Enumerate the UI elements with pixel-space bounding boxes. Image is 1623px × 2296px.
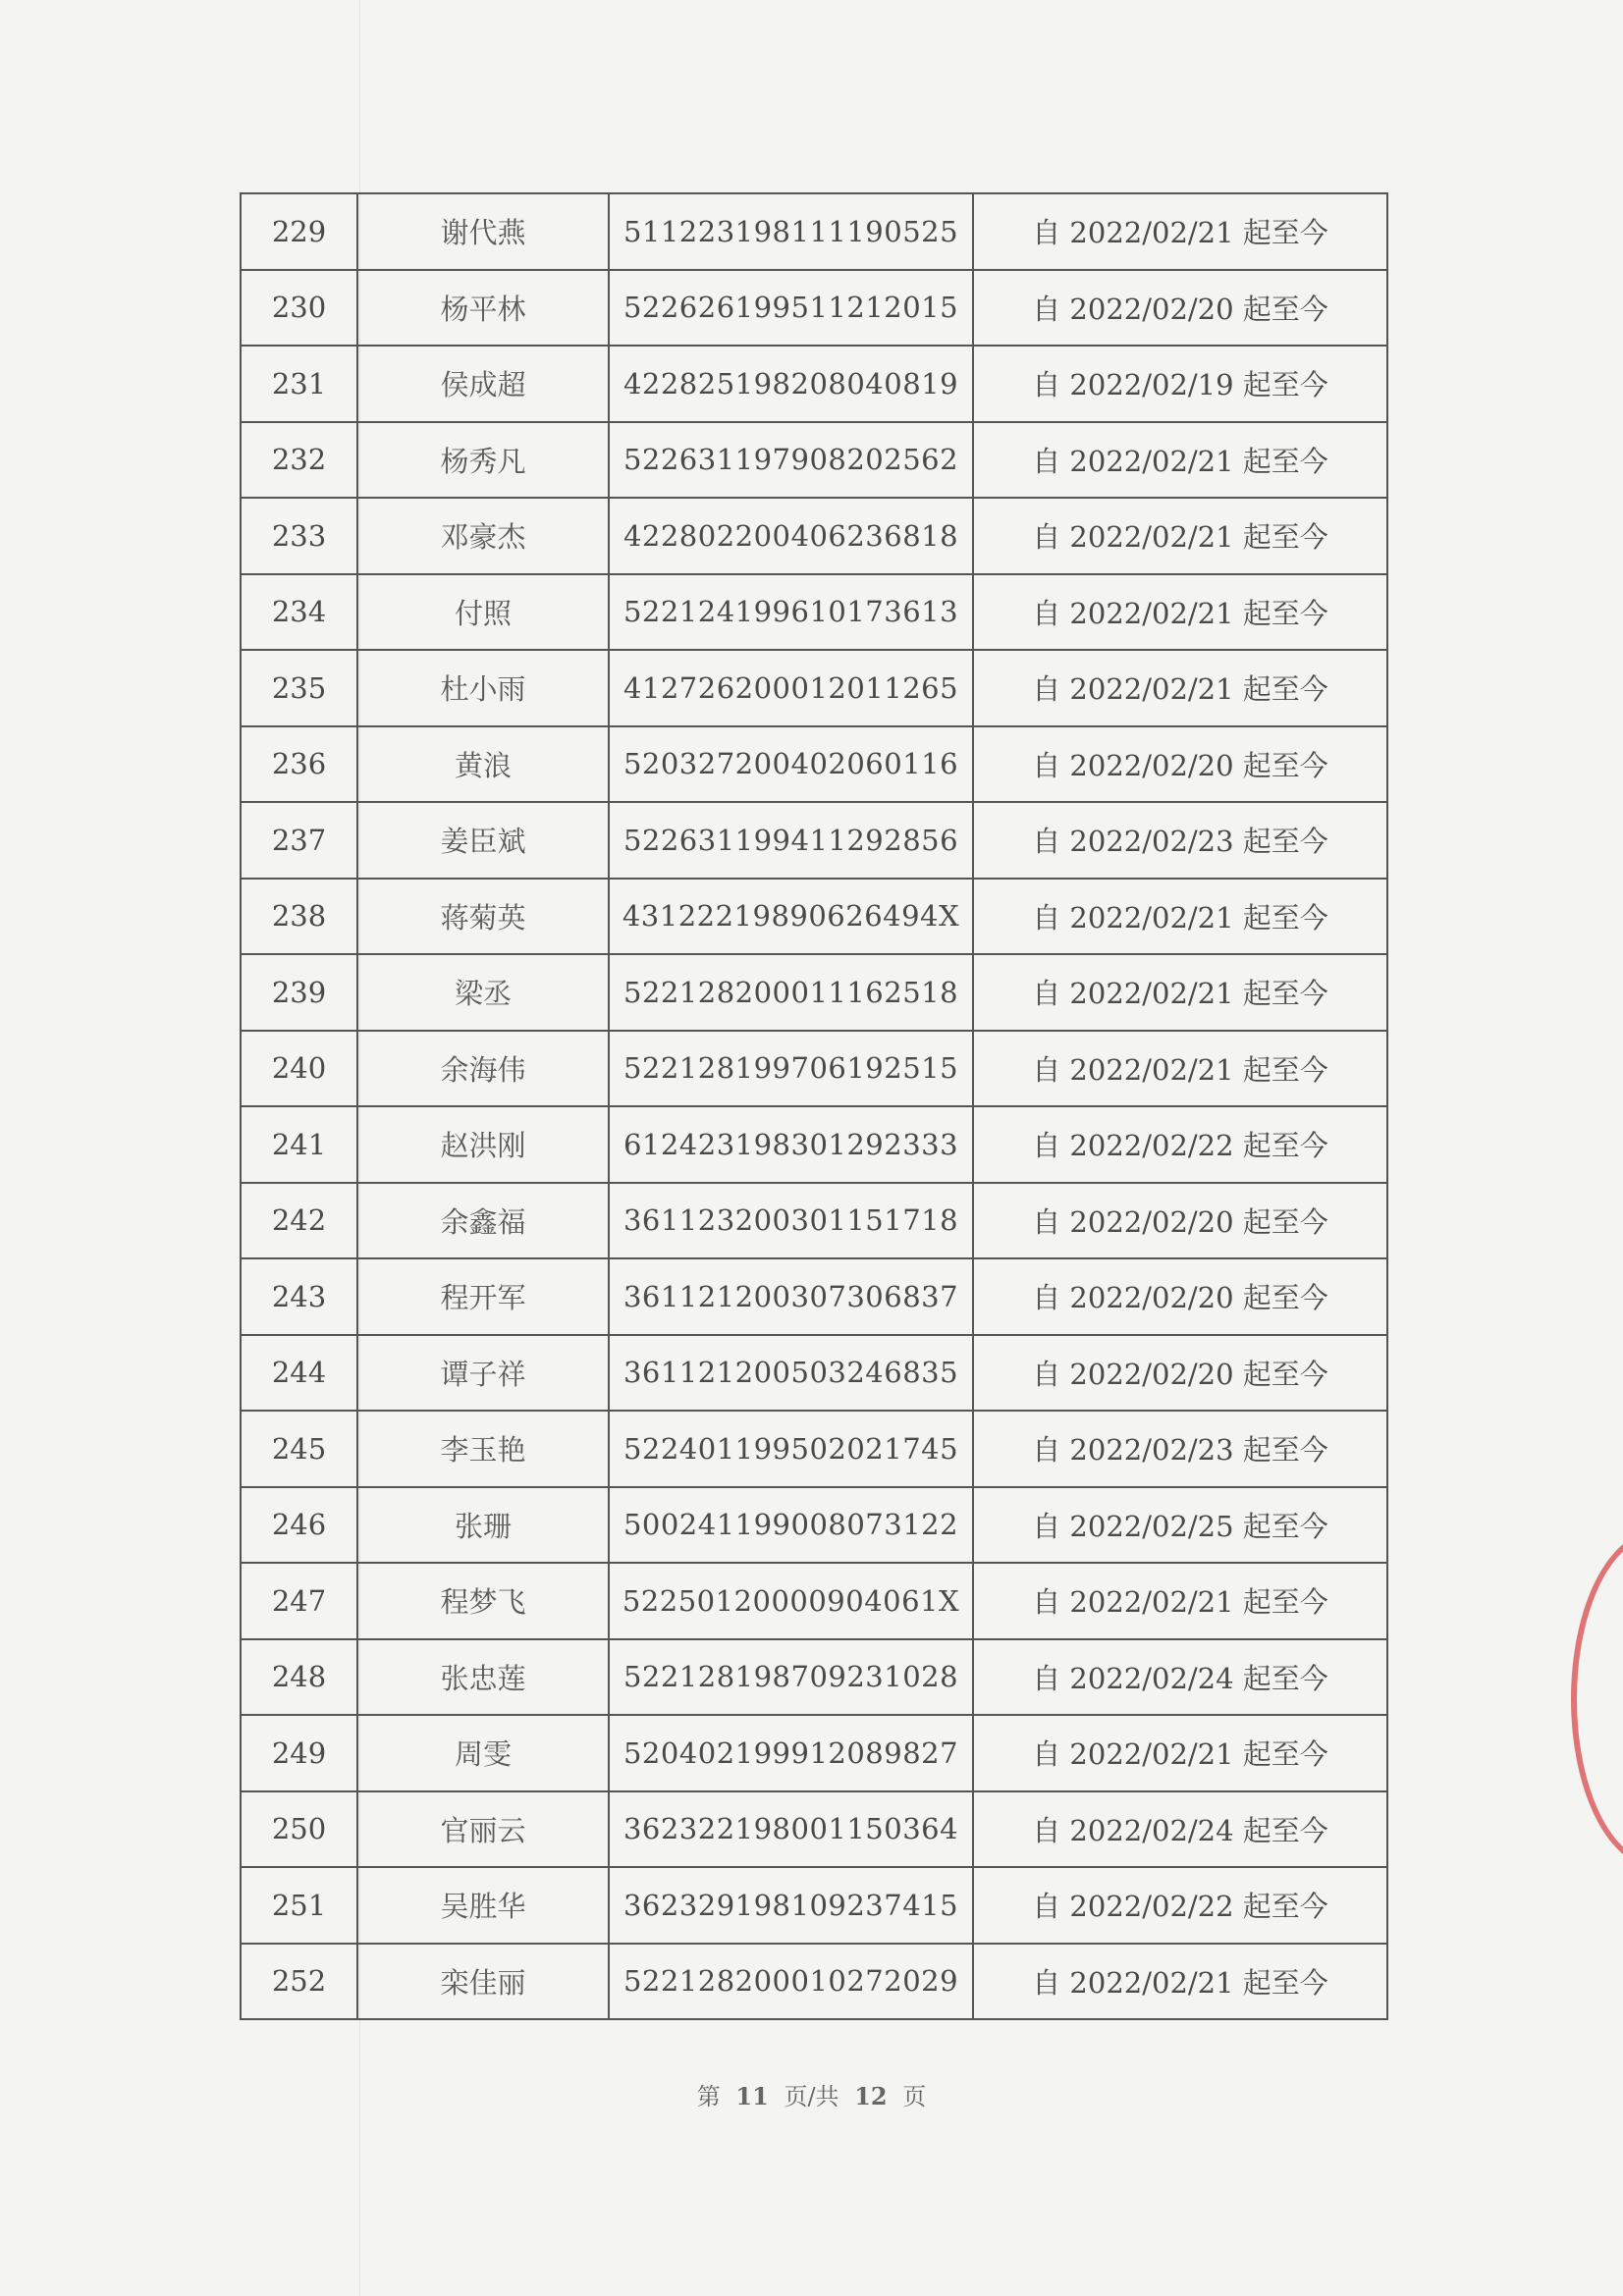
period-cell: 自 2022/02/23 起至今 (973, 1411, 1387, 1487)
row-number-cell: 233 (241, 498, 357, 574)
period-cell: 自 2022/02/20 起至今 (973, 270, 1387, 347)
id-number-cell: 361121200307306837 (609, 1258, 973, 1335)
table-row (241, 1944, 1387, 2020)
name-cell: 程开军 (357, 1258, 609, 1335)
period-cell: 自 2022/02/21 起至今 (973, 1944, 1387, 2020)
total-pages-number: 12 (854, 2082, 888, 2110)
row-number-cell: 251 (241, 1867, 357, 1944)
row-number-cell: 235 (241, 650, 357, 726)
id-number-cell: 522128199706192515 (609, 1031, 973, 1107)
period-cell: 自 2022/02/21 起至今 (973, 422, 1387, 499)
row-number-cell: 240 (241, 1031, 357, 1107)
id-number-cell: 412726200012011265 (609, 650, 973, 726)
row-number-cell: 229 (241, 193, 357, 270)
period-cell: 自 2022/02/21 起至今 (973, 193, 1387, 270)
name-cell: 张珊 (357, 1487, 609, 1564)
table-row (241, 1487, 1387, 1564)
row-number-cell: 239 (241, 954, 357, 1031)
id-number-cell: 422802200406236818 (609, 498, 973, 574)
name-cell: 余鑫福 (357, 1183, 609, 1259)
table-row (241, 1031, 1387, 1107)
table-row (241, 954, 1387, 1031)
id-number-cell: 522128200011162518 (609, 954, 973, 1031)
table-row (241, 574, 1387, 651)
name-cell: 谭子祥 (357, 1335, 609, 1412)
name-cell: 吴胜华 (357, 1867, 609, 1944)
id-number-cell: 511223198111190525 (609, 193, 973, 270)
table-row (241, 1411, 1387, 1487)
row-number-cell: 237 (241, 802, 357, 879)
row-number-cell: 244 (241, 1335, 357, 1412)
table-row (241, 346, 1387, 422)
name-cell: 梁丞 (357, 954, 609, 1031)
table-row (241, 1715, 1387, 1791)
id-number-cell: 522631199411292856 (609, 802, 973, 879)
id-number-cell: 522128198709231028 (609, 1639, 973, 1716)
name-cell: 谢代燕 (357, 193, 609, 270)
table-row (241, 1563, 1387, 1639)
id-number-cell: 522401199502021745 (609, 1411, 973, 1487)
period-cell: 自 2022/02/22 起至今 (973, 1106, 1387, 1183)
table-row (241, 1258, 1387, 1335)
id-number-cell: 500241199008073122 (609, 1487, 973, 1564)
period-cell: 自 2022/02/21 起至今 (973, 574, 1387, 651)
red-seal-stamp (1571, 1531, 1623, 1867)
period-cell: 自 2022/02/21 起至今 (973, 1715, 1387, 1791)
table-row (241, 650, 1387, 726)
name-cell: 李玉艳 (357, 1411, 609, 1487)
period-cell: 自 2022/02/20 起至今 (973, 1183, 1387, 1259)
name-cell: 程梦飞 (357, 1563, 609, 1639)
name-cell: 杨秀凡 (357, 422, 609, 499)
id-number-cell: 362322198001150364 (609, 1791, 973, 1868)
current-page-number: 11 (735, 2082, 769, 2110)
id-number-cell: 612423198301292333 (609, 1106, 973, 1183)
name-cell: 官丽云 (357, 1791, 609, 1868)
id-number-cell: 522124199610173613 (609, 574, 973, 651)
table-row (241, 1335, 1387, 1412)
table-row (241, 422, 1387, 499)
name-cell: 杜小雨 (357, 650, 609, 726)
period-cell: 自 2022/02/20 起至今 (973, 1258, 1387, 1335)
row-number-cell: 247 (241, 1563, 357, 1639)
row-number-cell: 248 (241, 1639, 357, 1716)
period-cell: 自 2022/02/19 起至今 (973, 346, 1387, 422)
period-cell: 自 2022/02/20 起至今 (973, 1335, 1387, 1412)
period-cell: 自 2022/02/25 起至今 (973, 1487, 1387, 1564)
period-cell: 自 2022/02/23 起至今 (973, 802, 1387, 879)
table-row (241, 726, 1387, 803)
period-cell: 自 2022/02/21 起至今 (973, 650, 1387, 726)
row-number-cell: 243 (241, 1258, 357, 1335)
period-cell: 自 2022/02/21 起至今 (973, 1031, 1387, 1107)
period-cell: 自 2022/02/24 起至今 (973, 1791, 1387, 1868)
id-number-cell: 520327200402060116 (609, 726, 973, 803)
id-number-cell: 361123200301151718 (609, 1183, 973, 1259)
id-number-cell: 422825198208040819 (609, 346, 973, 422)
row-number-cell: 242 (241, 1183, 357, 1259)
id-number-cell: 522626199511212015 (609, 270, 973, 347)
table-row (241, 498, 1387, 574)
id-number-cell: 520402199912089827 (609, 1715, 973, 1791)
id-number-cell: 522631197908202562 (609, 422, 973, 499)
footer-prefix: 第 (696, 2083, 721, 2110)
table-row (241, 1867, 1387, 1944)
name-cell: 赵洪刚 (357, 1106, 609, 1183)
records-table (240, 192, 1388, 2020)
row-number-cell: 250 (241, 1791, 357, 1868)
period-cell: 自 2022/02/20 起至今 (973, 726, 1387, 803)
name-cell: 姜臣斌 (357, 802, 609, 879)
name-cell: 周雯 (357, 1715, 609, 1791)
table-row (241, 270, 1387, 347)
row-number-cell: 249 (241, 1715, 357, 1791)
id-number-cell: 361121200503246835 (609, 1335, 973, 1412)
table-row (241, 879, 1387, 955)
name-cell: 付照 (357, 574, 609, 651)
name-cell: 余海伟 (357, 1031, 609, 1107)
name-cell: 杨平林 (357, 270, 609, 347)
row-number-cell: 231 (241, 346, 357, 422)
name-cell: 侯成超 (357, 346, 609, 422)
row-number-cell: 241 (241, 1106, 357, 1183)
period-cell: 自 2022/02/21 起至今 (973, 498, 1387, 574)
row-number-cell: 236 (241, 726, 357, 803)
footer-middle: 页/共 (784, 2083, 839, 2110)
table-row (241, 1106, 1387, 1183)
row-number-cell: 245 (241, 1411, 357, 1487)
period-cell: 自 2022/02/24 起至今 (973, 1639, 1387, 1716)
id-number-cell: 522128200010272029 (609, 1944, 973, 2020)
period-cell: 自 2022/02/21 起至今 (973, 954, 1387, 1031)
table-row (241, 1791, 1387, 1868)
id-number-cell: 52250120000904061X (609, 1563, 973, 1639)
id-number-cell: 362329198109237415 (609, 1867, 973, 1944)
page-footer (0, 2077, 1623, 2111)
row-number-cell: 252 (241, 1944, 357, 2020)
row-number-cell: 238 (241, 879, 357, 955)
name-cell: 邓豪杰 (357, 498, 609, 574)
period-cell: 自 2022/02/21 起至今 (973, 879, 1387, 955)
row-number-cell: 230 (241, 270, 357, 347)
id-number-cell: 43122219890626494X (609, 879, 973, 955)
table-row (241, 802, 1387, 879)
name-cell: 栾佳丽 (357, 1944, 609, 2020)
period-cell: 自 2022/02/21 起至今 (973, 1563, 1387, 1639)
row-number-cell: 232 (241, 422, 357, 499)
name-cell: 黄浪 (357, 726, 609, 803)
table-row (241, 1183, 1387, 1259)
row-number-cell: 246 (241, 1487, 357, 1564)
records-table-body (241, 193, 1387, 2019)
table-row (241, 1639, 1387, 1716)
period-cell: 自 2022/02/22 起至今 (973, 1867, 1387, 1944)
name-cell: 蒋菊英 (357, 879, 609, 955)
name-cell: 张忠莲 (357, 1639, 609, 1716)
footer-suffix: 页 (902, 2083, 927, 2110)
row-number-cell: 234 (241, 574, 357, 651)
table-row (241, 193, 1387, 270)
